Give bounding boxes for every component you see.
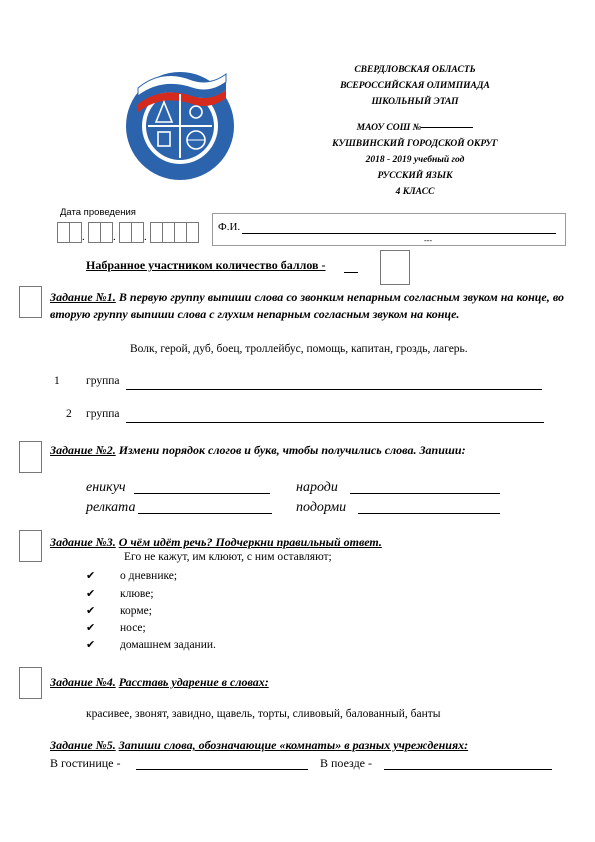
group1-line[interactable] [126, 389, 542, 390]
task5-body: Запиши слова, обозначающие «комнаты» в разных учреждениях: [118, 738, 469, 752]
task1-score-box[interactable] [19, 286, 42, 318]
task3-option[interactable]: ✔ клюве; [86, 587, 154, 600]
task5-answer-train[interactable] [384, 769, 552, 770]
task2-word-3: релката [86, 500, 136, 515]
checkmark-icon: ✔ [86, 569, 96, 582]
fio-box [212, 213, 566, 246]
task3-riddle: Его не кажут, им клюют, с ним оставляют; [124, 551, 332, 563]
group2-line[interactable] [126, 422, 544, 423]
checkmark-icon: ✔ [86, 621, 96, 634]
score-box[interactable] [380, 250, 410, 285]
fio-label: Ф.И. [218, 221, 241, 233]
task1-words: Волк, герой, дуб, боец, троллейбус, помощь, капитан, гроздь, лагерь. [130, 343, 468, 355]
task3-score-box[interactable] [19, 530, 42, 562]
task2-text [50, 442, 466, 459]
header-year: 2018 - 2019 учебный год [365, 155, 465, 165]
task5-label-train: В поезде - [320, 756, 372, 770]
fio-line[interactable] [242, 233, 556, 234]
date-cell-2[interactable] [69, 222, 82, 243]
score-label: Набранное участником количество баллов - [86, 258, 326, 272]
task2-score-box[interactable] [19, 441, 42, 473]
header-block [250, 62, 580, 200]
score-underline [344, 272, 358, 273]
task3-title: Задание №3. [50, 535, 116, 549]
date-separator: . [82, 231, 85, 243]
group2-num: 2 [66, 408, 72, 420]
task2-word-4: подорми [296, 500, 347, 515]
date-separator: . [144, 231, 147, 243]
date-cell-6[interactable] [131, 222, 144, 243]
header-stage: ШКОЛЬНЫЙ ЭТАП [371, 97, 459, 107]
task1-title: Задание №1. [50, 290, 116, 304]
task2-body: Измени порядок слогов и букв, чтобы получились слова. Запиши: [118, 443, 466, 457]
group1-num: 1 [54, 375, 60, 387]
date-label: Дата проведения [60, 207, 136, 218]
task1-text [50, 289, 564, 323]
task3-option[interactable]: ✔ носе; [86, 621, 146, 634]
checkmark-icon: ✔ [86, 638, 96, 651]
task2-word-2: народи [296, 480, 338, 495]
task4-words: красивее, звонят, завидно, щавель, торты, сливовый, балованный, банты [86, 708, 441, 720]
task2-answer-4[interactable] [358, 513, 500, 514]
header-grade: 4 КЛАСС [395, 187, 435, 197]
task5-answer-hotel[interactable] [136, 769, 308, 770]
header-school: МАОУ СОШ № [250, 120, 580, 136]
fio-dash: --- [424, 236, 432, 245]
group1-label: группа [86, 375, 120, 387]
task4-text [50, 674, 269, 691]
date-separator: . [113, 231, 116, 243]
header-district: КУШВИНСКИЙ ГОРОДСКОЙ ОКРУГ [332, 139, 498, 149]
task3-option[interactable]: ✔ о дневнике; [86, 569, 178, 582]
task2-answer-1[interactable] [134, 493, 270, 494]
olympiad-logo [122, 66, 238, 182]
date-cell-10[interactable] [186, 222, 199, 243]
task2-answer-2[interactable] [350, 493, 500, 494]
task3-body: О чём идёт речь? Подчеркни правильный ответ. [118, 535, 382, 549]
task5-label-hotel: В гостинице - [50, 756, 121, 770]
task2-word-1: еникуч [86, 480, 126, 495]
task2-answer-3[interactable] [138, 513, 272, 514]
group2-label: группа [86, 408, 120, 420]
task3-text [50, 534, 382, 551]
task5-title: Задание №5. [50, 738, 116, 752]
header-subject: РУССКИЙ ЯЗЫК [377, 171, 453, 181]
task5-text [50, 737, 468, 754]
task4-score-box[interactable] [19, 667, 42, 699]
task4-body: Расставь ударение в словах: [118, 675, 269, 689]
checkmark-icon: ✔ [86, 587, 96, 600]
date-cell-4[interactable] [100, 222, 113, 243]
task4-title: Задание №4. [50, 675, 116, 689]
task1-body: В первую группу выпиши слова со звонким непарным согласным звуком на конце, во вторую группу выпиши слова с глухим непарным согласным звуком на конце. [50, 290, 565, 321]
task3-option[interactable]: ✔ домашнем задании. [86, 638, 216, 651]
header-region: СВЕРДЛОВСКАЯ ОБЛАСТЬ [354, 65, 476, 75]
header-olympiad: ВСЕРОССИЙСКАЯ ОЛИМПИАДА [340, 81, 490, 91]
task3-option[interactable]: ✔ корме; [86, 604, 152, 617]
task2-title: Задание №2. [50, 443, 116, 457]
checkmark-icon: ✔ [86, 604, 96, 617]
